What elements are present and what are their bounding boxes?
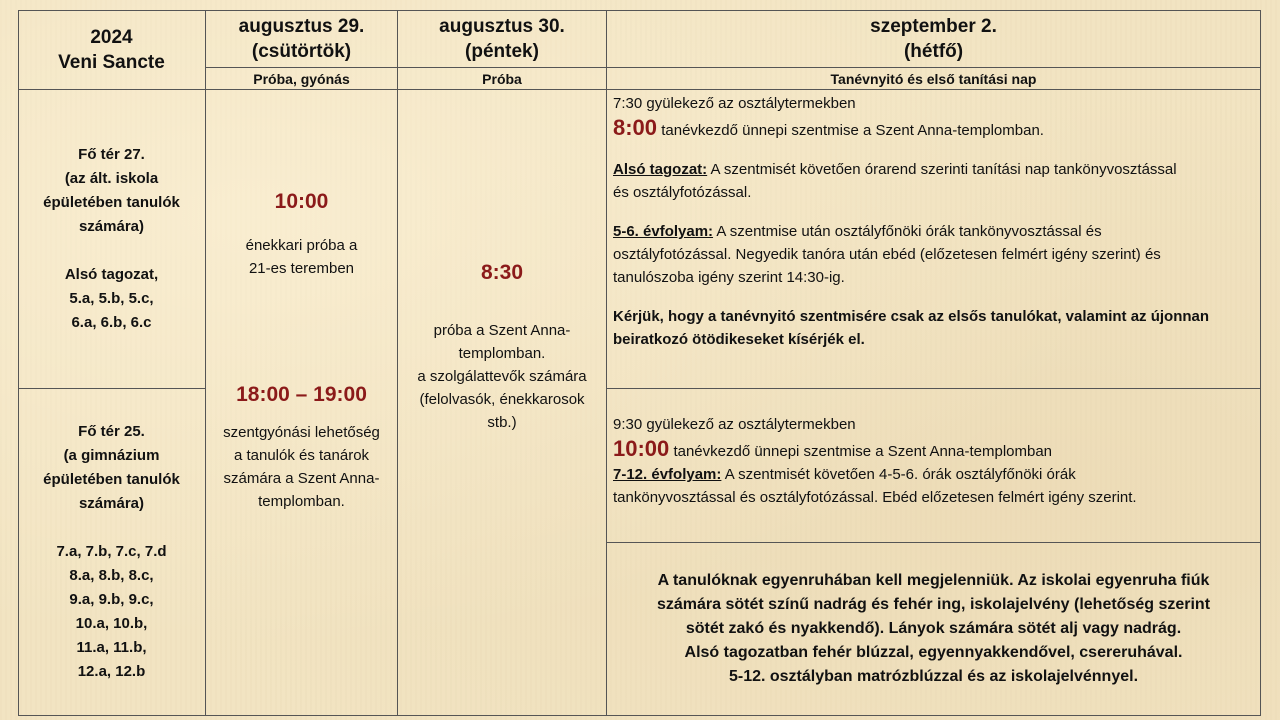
group2-line: 9.a, 9.b, 9.c, (69, 591, 154, 608)
header-year: 2024 (90, 26, 133, 48)
sep2-g2-mass-text: tanévkezdő ünnepi szentmise a Szent Anna-templomban (669, 443, 1053, 460)
group2-line: 12.a, 12.b (77, 663, 146, 680)
sep2-g1-request-2: beiratkozó ötödikeseket kísérjék el. (613, 331, 865, 348)
subheader-aug30-label: Próba (482, 70, 522, 87)
group2-line: 7.a, 7.b, 7.c, 7.d (56, 543, 167, 560)
sep2-g1-g56-text-2: osztályfotózással. Negyedik tanóra után ebéd (előzetesen felmért igény szerint) és (613, 246, 1161, 263)
group2-line: 10.a, 10.b, (75, 615, 148, 632)
subheader-aug29-label: Próba, gyónás (253, 70, 350, 87)
uniform-line: A tanulóknak egyenruhában kell megjelenniük. Az iskolai egyenruha fiúk (657, 572, 1210, 589)
header-aug29-day: (csütörtök) (251, 40, 352, 62)
aug30-desc-line: (felolvasók, énekkarosok (419, 391, 585, 408)
aug29-desc2-line: szentgyónási lehetőség (223, 424, 380, 441)
aug29-desc2-line: számára a Szent Anna- (223, 470, 380, 487)
sep2-g1-mass-time: 8:00 (613, 115, 658, 140)
subheader-aug30 (398, 68, 607, 90)
sep2-g1-gather: 7:30 gyülekező az osztálytermekben (613, 95, 856, 112)
sep2-g2-g712-label: 7-12. évfolyam: (613, 466, 722, 483)
sep2-g1-mass-text: tanévkezdő ünnepi szentmise a Szent Anna-templomban. (657, 122, 1044, 139)
uniform-line: sötét zakó és nyakkendő). Lányok számára sötét alj vagy nadrág. (685, 620, 1182, 637)
group2-line: 11.a, 11.b, (76, 639, 147, 656)
aug30-cell (398, 90, 607, 716)
sep2-g1-lower-text: A szentmisét követően órarend szerinti tanítási nap tankönyvosztással (707, 161, 1177, 178)
header-year-cell (18, 10, 206, 90)
aug30-desc-line: próba a Szent Anna- (433, 322, 571, 339)
sep2-group2-cell (607, 389, 1261, 543)
group1-line: (az ált. iskola (64, 170, 159, 187)
sep2-g1-request-1: Kérjük, hogy a tanévnyitó szentmisére csak az elsős tanulókat, valamint az újonnan (613, 308, 1210, 325)
sep2-g2-gather: 9:30 gyülekező az osztálytermekben (613, 416, 856, 433)
sep2-g1-g56-text-3: tanulószoba igény szerint 14:30-ig. (613, 269, 845, 286)
uniform-line: 5-12. osztályban matrózblúzzal és az iskolajelvénnyel. (728, 668, 1139, 685)
header-aug29-date: augusztus 29. (238, 15, 365, 37)
header-title: Veni Sancte (58, 51, 165, 73)
aug29-time1: 10:00 (274, 190, 329, 213)
aug30-time: 8:30 (480, 261, 524, 284)
header-aug30-day: (péntek) (465, 40, 539, 62)
group2-line: (a gimnázium (63, 447, 160, 464)
header-aug30-date: augusztus 30. (439, 15, 565, 37)
schedule-table (18, 10, 1261, 716)
group1-line: Alsó tagozat, (64, 266, 159, 283)
sep2-g2-g712-text: A szentmisét követően 4-5-6. órák osztályfőnöki órák (721, 466, 1076, 483)
group1-line: Fő tér 27. (78, 146, 145, 163)
sep2-g1-lower-label: Alsó tagozat: (613, 161, 708, 178)
sep2-g1-g56-label: 5-6. évfolyam: (613, 223, 714, 240)
uniform-line: Alsó tagozatban fehér blúzzal, egyennyakkendővel, csereruhával. (684, 644, 1183, 661)
subheader-aug29 (206, 68, 398, 90)
header-sep2-date: szeptember 2. (870, 15, 997, 37)
group2-line: Fő tér 25. (78, 423, 145, 440)
group1-line: 6.a, 6.b, 6.c (71, 314, 152, 331)
sep2-group1-cell (607, 90, 1261, 389)
uniform-notice-cell (607, 543, 1261, 716)
group2-line: épületében tanulók (43, 471, 180, 488)
header-sep2-day: (hétfő) (903, 40, 964, 62)
header-aug29-cell (206, 10, 398, 68)
sep2-g1-lower-text-2: és osztályfotózással. (613, 184, 752, 201)
group1-cell (18, 90, 206, 389)
aug30-desc-line: templomban. (458, 345, 546, 362)
sep2-g2-mass-time: 10:00 (613, 436, 670, 461)
aug29-cell (206, 90, 398, 716)
sep2-g2-g712-text-2: tankönyvosztással és osztályfotózással. Ebéd előzetesen felmért igény szerint. (613, 489, 1137, 506)
aug30-desc-line: a szolgálattevők számára (417, 368, 587, 385)
subheader-sep2 (607, 68, 1261, 90)
sep2-g1-g56-text: A szentmise után osztályfőnöki órák tankönyvosztással és (713, 223, 1102, 240)
uniform-line: számára sötét színű nadrág és fehér ing, iskolajelvény (lehetőség szerint (656, 596, 1211, 613)
aug29-desc1-line1: énekkari próba a (245, 237, 358, 254)
header-aug30-cell (398, 10, 607, 68)
group1-line: épületében tanulók (43, 194, 180, 211)
group2-line: számára) (78, 495, 145, 512)
aug29-desc2-line: templomban. (258, 493, 345, 510)
group2-line: 8.a, 8.b, 8.c, (69, 567, 154, 584)
group1-line: számára) (78, 218, 145, 235)
group1-line: 5.a, 5.b, 5.c, (69, 290, 154, 307)
aug29-desc2-line: a tanulók és tanárok (233, 447, 370, 464)
header-sep2-cell (607, 10, 1261, 68)
aug29-desc1-line2: 21-es teremben (248, 260, 355, 277)
subheader-sep2-label: Tanévnyitó és első tanítási nap (830, 70, 1037, 87)
group2-cell (18, 389, 206, 716)
aug30-desc-line: stb.) (487, 414, 517, 431)
aug29-time2: 18:00 – 19:00 (236, 383, 367, 406)
